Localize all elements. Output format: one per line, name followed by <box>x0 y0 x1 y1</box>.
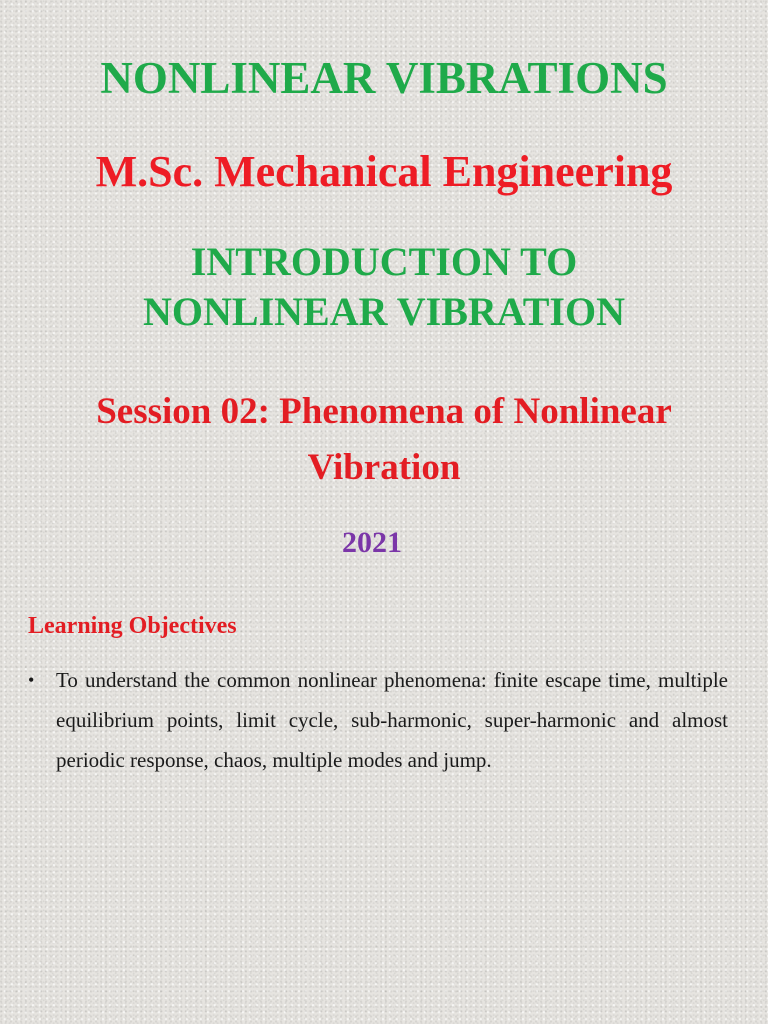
objective-text: To understand the common nonlinear phenomena: finite escape time, multiple equilibrium points, limit cycle, sub-harmonic, super-harmonic and almost periodic response, chaos, multiple modes and jump. <box>56 668 728 772</box>
bullet-icon: • <box>28 670 35 690</box>
session-title <box>0 384 768 496</box>
objectives-list <box>28 660 728 780</box>
year-label: 2021 <box>342 526 402 559</box>
intro-title-line-2: NONLINEAR VIBRATION <box>143 289 625 334</box>
intro-title-line-1: INTRODUCTION TO <box>190 239 578 284</box>
intro-title <box>0 237 768 337</box>
objective-item <box>28 660 728 780</box>
session-title-line-1: Session 02: Phenomena of Nonlinear <box>96 391 672 432</box>
main-title: NONLINEAR VIBRATIONS <box>100 53 668 103</box>
program-title: M.Sc. Mechanical Engineering <box>95 147 673 196</box>
session-title-line-2: Vibration <box>307 447 461 488</box>
learning-objectives-heading: Learning Objectives <box>28 613 237 639</box>
